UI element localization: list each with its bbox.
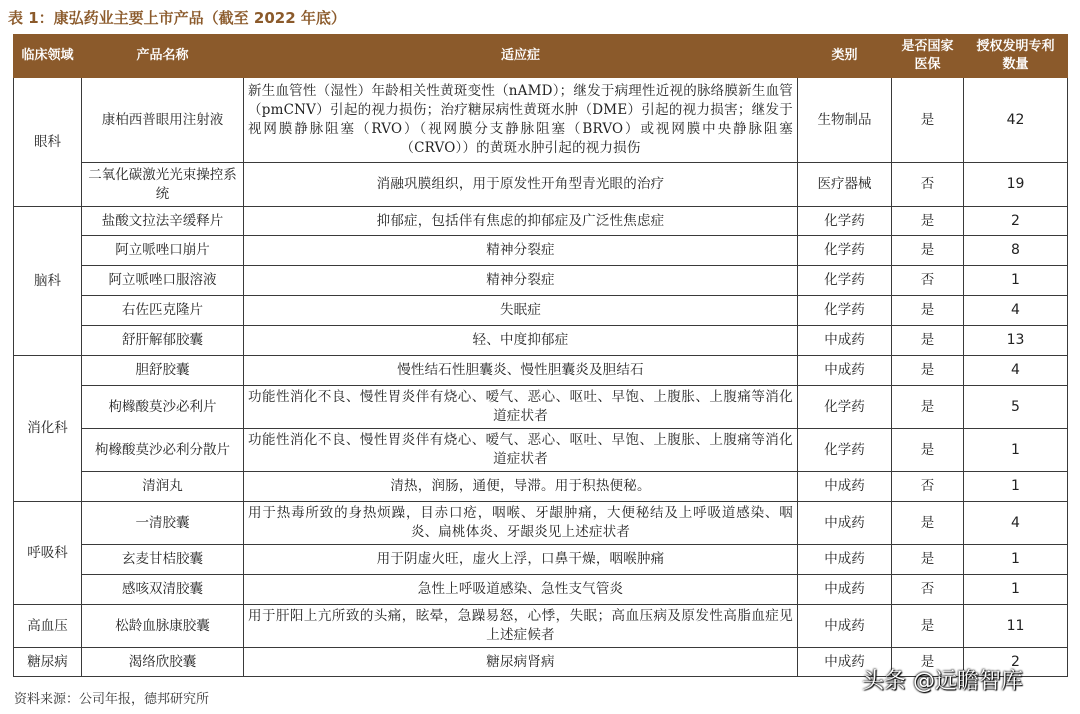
patents-cell: 42: [964, 78, 1068, 163]
watermark: 头条 @远瞻智库: [862, 669, 1023, 694]
indication-cell: 失眠症: [244, 296, 798, 326]
table-row: [14, 163, 1068, 207]
indication-cell: 抑郁症，包括伴有焦虑的抑郁症及广泛性焦虑症: [244, 207, 798, 236]
product-cell: 枸橼酸莫沙必利分散片: [82, 429, 244, 472]
patents-cell: 4: [964, 356, 1068, 386]
category-cell: 化学药: [798, 266, 892, 296]
area-cell: 呼吸科: [14, 502, 82, 605]
insurance-cell: 否: [892, 266, 964, 296]
source-note: 资料来源：公司年报，德邦研究所: [14, 692, 210, 707]
product-cell: 舒肝解郁胶囊: [82, 326, 244, 356]
insurance-cell: 是: [892, 236, 964, 266]
patents-cell: 1: [964, 429, 1068, 472]
product-cell: 胆舒胶囊: [82, 356, 244, 386]
indication-cell: 用于阴虚火旺，虚火上浮，口鼻干燥，咽喉肿痛: [244, 545, 798, 575]
area-cell: 糖尿病: [14, 648, 82, 677]
patents-cell: 11: [964, 605, 1068, 648]
category-cell: 中成药: [798, 545, 892, 575]
product-cell: 渴络欣胶囊: [82, 648, 244, 677]
product-cell: 盐酸文拉法辛缓释片: [82, 207, 244, 236]
insurance-cell: 是: [892, 545, 964, 575]
product-cell: 玄麦甘桔胶囊: [82, 545, 244, 575]
table-row: [14, 386, 1068, 429]
category-cell: 中成药: [798, 575, 892, 605]
insurance-cell: 否: [892, 575, 964, 605]
insurance-cell: 是: [892, 78, 964, 163]
indication-cell: 功能性消化不良、慢性胃炎伴有烧心、嗳气、恶心、呕吐、早饱、上腹胀、上腹痛等消化道症状者: [244, 429, 798, 472]
header-indication: 适应症: [244, 35, 798, 78]
insurance-cell: 否: [892, 163, 964, 207]
header-patents: [964, 35, 1068, 78]
category-cell: 化学药: [798, 296, 892, 326]
category-cell: 化学药: [798, 207, 892, 236]
indication-cell: 用于肝阳上亢所致的头痛，眩晕，急躁易怒，心悸，失眠；高血压病及原发性高脂血症见上述症候者: [244, 605, 798, 648]
header-product: 产品名称: [82, 35, 244, 78]
insurance-cell: 是: [892, 605, 964, 648]
patents-cell: 5: [964, 386, 1068, 429]
patents-cell: 1: [964, 472, 1068, 502]
header-area: 临床领域: [14, 35, 82, 78]
insurance-cell: 是: [892, 429, 964, 472]
indication-cell: 消融巩膜组织，用于原发性开角型青光眼的治疗: [244, 163, 798, 207]
area-cell: 消化科: [14, 356, 82, 502]
patents-cell: 4: [964, 502, 1068, 545]
header-patents-line1: 授权发明专利: [976, 39, 1055, 54]
product-cell: 一清胶囊: [82, 502, 244, 545]
table-row: [14, 472, 1068, 502]
patents-cell: 1: [964, 575, 1068, 605]
insurance-cell: 是: [892, 386, 964, 429]
insurance-cell: 是: [892, 502, 964, 545]
table-row: [14, 545, 1068, 575]
table-row: [14, 236, 1068, 266]
area-cell: 高血压: [14, 605, 82, 648]
category-cell: 中成药: [798, 605, 892, 648]
products-table: [13, 34, 1068, 677]
insurance-cell: 是: [892, 207, 964, 236]
insurance-cell: 是: [892, 648, 964, 677]
patents-cell: 19: [964, 163, 1068, 207]
table-row: [14, 78, 1068, 163]
category-cell: 中成药: [798, 326, 892, 356]
patents-cell: 2: [964, 648, 1068, 677]
indication-cell: 精神分裂症: [244, 266, 798, 296]
category-cell: 化学药: [798, 386, 892, 429]
header-insurance-line2: 医保: [914, 57, 941, 72]
indication-cell: 精神分裂症: [244, 236, 798, 266]
indication-cell: 功能性消化不良、慢性胃炎伴有烧心、嗳气、恶心、呕吐、早饱、上腹胀、上腹痛等消化道症状者: [244, 386, 798, 429]
table-row: [14, 207, 1068, 236]
table-row: [14, 502, 1068, 545]
insurance-cell: 是: [892, 296, 964, 326]
category-cell: 中成药: [798, 502, 892, 545]
product-cell: 阿立哌唑口服溶液: [82, 266, 244, 296]
category-cell: 化学药: [798, 236, 892, 266]
patents-cell: 1: [964, 266, 1068, 296]
table-row: [14, 356, 1068, 386]
insurance-cell: 是: [892, 326, 964, 356]
insurance-cell: 是: [892, 356, 964, 386]
header-patents-line2: 数量: [1002, 57, 1029, 72]
category-cell: 生物制品: [798, 78, 892, 163]
product-cell: 阿立哌唑口崩片: [82, 236, 244, 266]
category-cell: 中成药: [798, 648, 892, 677]
product-cell: 枸橼酸莫沙必利片: [82, 386, 244, 429]
patents-cell: 13: [964, 326, 1068, 356]
header-category: 类别: [798, 35, 892, 78]
table-row: [14, 575, 1068, 605]
product-cell: 二氧化碳激光光束操控系统: [82, 163, 244, 207]
patents-cell: 8: [964, 236, 1068, 266]
area-cell: 脑科: [14, 207, 82, 356]
indication-cell: 新生血管性（湿性）年龄相关性黄斑变性（nAMD）；继发于病理性近视的脉络膜新生血管（pmCNV）引起的视力损伤；治疗糖尿病性黄斑水肿（DME）引起的视力损害；继发于视网膜静脉阻塞（RVO）（视网膜分支静脉阻塞（BRVO）或视网膜中央静脉阻塞（CRVO））的黄斑水肿引起的视力损伤: [244, 78, 798, 163]
table-header-row: [14, 35, 1068, 78]
table-row: [14, 605, 1068, 648]
product-cell: 感咳双清胶囊: [82, 575, 244, 605]
product-cell: 松龄血脉康胶囊: [82, 605, 244, 648]
indication-cell: 清热，润肠，通便，导滞。用于积热便秘。: [244, 472, 798, 502]
indication-cell: 用于热毒所致的身热烦躁，目赤口疮，咽喉、牙龈肿痛，大便秘结及上呼吸道感染、咽炎、扁桃体炎、牙龈炎见上述症状者: [244, 502, 798, 545]
product-cell: 康柏西普眼用注射液: [82, 78, 244, 163]
table-row: [14, 266, 1068, 296]
table-caption: 表 1：康弘药业主要上市产品（截至 2022 年底）: [8, 9, 346, 27]
insurance-cell: 否: [892, 472, 964, 502]
indication-cell: 急性上呼吸道感染、急性支气管炎: [244, 575, 798, 605]
table-row: [14, 326, 1068, 356]
header-insurance: [892, 35, 964, 78]
patents-cell: 1: [964, 545, 1068, 575]
header-insurance-line1: 是否国家: [901, 39, 954, 54]
table-row: [14, 429, 1068, 472]
patents-cell: 4: [964, 296, 1068, 326]
area-cell: 眼科: [14, 78, 82, 207]
patents-cell: 2: [964, 207, 1068, 236]
table-row: [14, 296, 1068, 326]
category-cell: 化学药: [798, 429, 892, 472]
indication-cell: 糖尿病肾病: [244, 648, 798, 677]
indication-cell: 轻、中度抑郁症: [244, 326, 798, 356]
category-cell: 医疗器械: [798, 163, 892, 207]
product-cell: 清润丸: [82, 472, 244, 502]
product-cell: 右佐匹克隆片: [82, 296, 244, 326]
indication-cell: 慢性结石性胆囊炎、慢性胆囊炎及胆结石: [244, 356, 798, 386]
category-cell: 中成药: [798, 356, 892, 386]
category-cell: 中成药: [798, 472, 892, 502]
